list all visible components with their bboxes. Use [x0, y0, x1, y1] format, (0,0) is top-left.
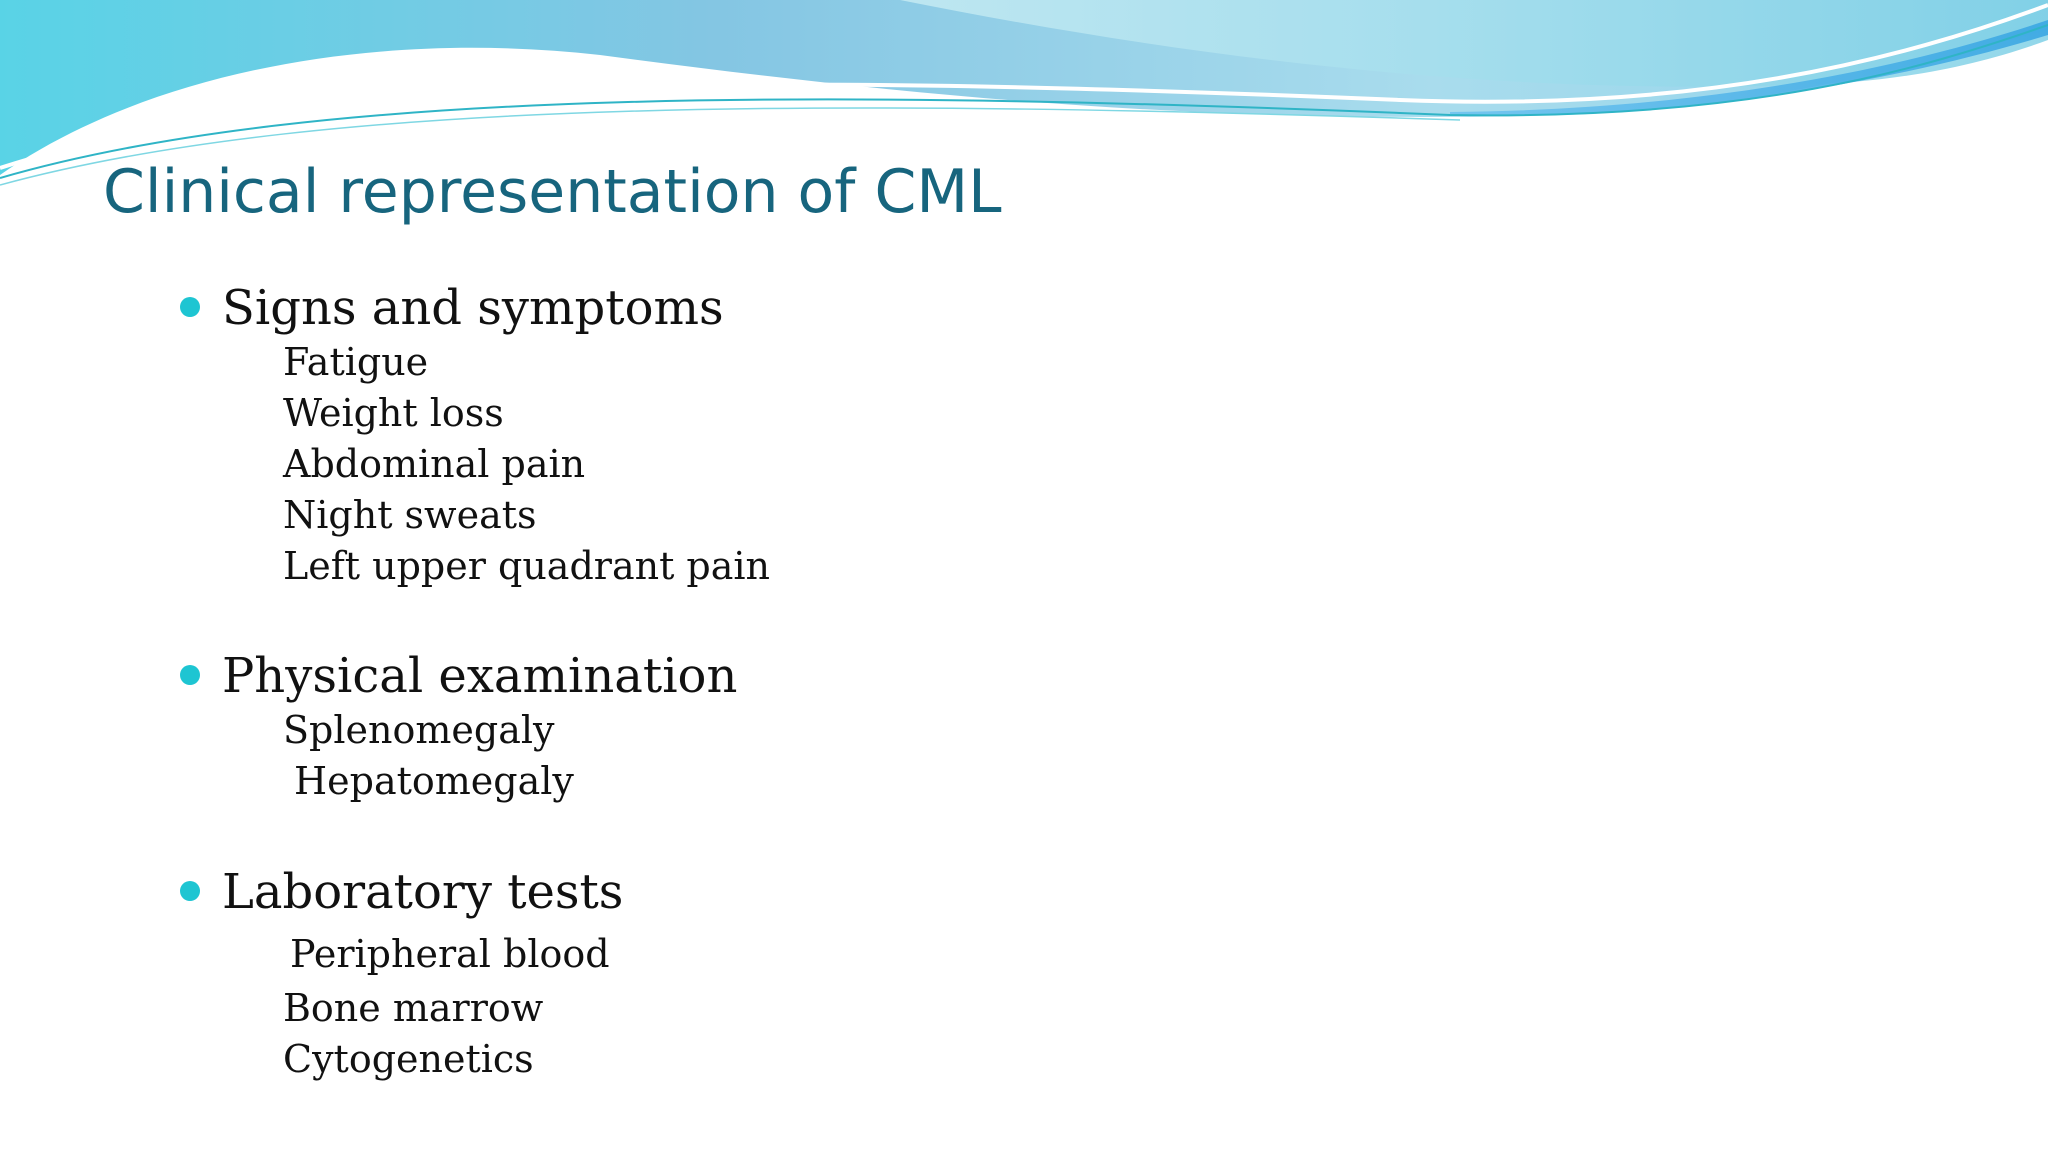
bullet-label: Signs and symptoms [222, 280, 724, 336]
sub-item: Weight loss [283, 391, 504, 435]
bullet-label: Physical examination [222, 648, 738, 704]
sub-item: Fatigue [283, 340, 429, 384]
sub-item: Splenomegaly [283, 708, 555, 752]
bullet-label: Laboratory tests [222, 864, 624, 920]
sub-item: Peripheral blood [290, 932, 610, 976]
sub-item: Cytogenetics [283, 1037, 534, 1081]
bullet-dot-icon [180, 665, 200, 685]
slide-title: Clinical representation of CML [103, 157, 1002, 227]
bullet-dot-icon [180, 297, 200, 317]
sub-item: Abdominal pain [283, 442, 586, 486]
sub-item: Night sweats [283, 493, 537, 537]
bullet-dot-icon [180, 881, 200, 901]
sub-item: Hepatomegaly [294, 759, 574, 803]
sub-item: Bone marrow [283, 986, 544, 1030]
sub-item: Left upper quadrant pain [283, 544, 771, 588]
